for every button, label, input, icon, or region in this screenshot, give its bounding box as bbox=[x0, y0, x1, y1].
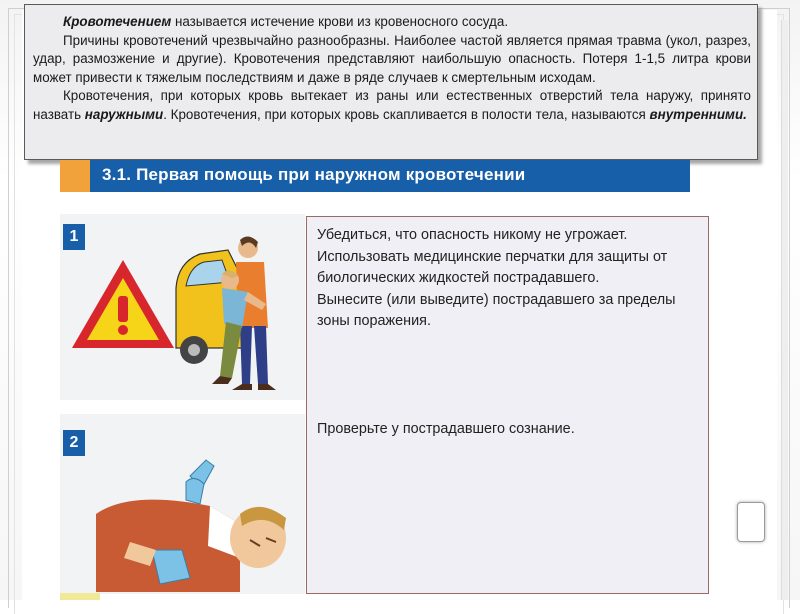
term-internal: внутренними. bbox=[649, 106, 747, 122]
warning-triangle-icon bbox=[68, 254, 178, 354]
gloved-hands-icon bbox=[90, 454, 300, 592]
banner-accent bbox=[60, 160, 90, 192]
instruction-4: Проверьте у пострадавшего сознание. bbox=[317, 420, 575, 437]
step-1-panel bbox=[60, 214, 305, 400]
instruction-3: Вынесите (или выведите) пострадавшего за пределы зоны поражения. bbox=[317, 291, 676, 329]
instructions-box bbox=[306, 216, 709, 594]
step-2-panel bbox=[60, 414, 305, 594]
step-1-number: 1 bbox=[63, 224, 85, 250]
intro-paragraph-3: Кровотечения, при которых кровь вытекает из раны или естественных отверстий тела наружу, принято назвать наружными. Кровотечения, при которых кровь скапливается в полости тела, называются внутренними. bbox=[33, 88, 751, 122]
scrollbar-track[interactable] bbox=[781, 20, 788, 600]
footer-stub bbox=[60, 593, 100, 600]
intro-paragraph-2: Причины кровотечений чрезвычайно разнообразны. Наиболее частой является прямая травма (укол, разрез, удар, размозжение и другие). Кровотечения представляют наибольшую опасность. Потеря 1-1,5 литра крови может привести к тяжелым последствиям и даже в ряде случаев к смертельным исходам. bbox=[33, 32, 751, 85]
section-title: 3.1. Первая помощь при наружном кровотечении bbox=[102, 165, 526, 184]
intro-paragraph-1: Кровотечением называется истечение крови из кровеносного сосуда. bbox=[63, 14, 509, 29]
section-banner bbox=[60, 160, 690, 192]
instruction-1: Убедиться, что опасность никому не угрожает. bbox=[317, 227, 628, 243]
term-external: наружными bbox=[84, 106, 164, 122]
rescue-scene-illustration bbox=[172, 218, 304, 398]
term-bleeding: Кровотечением bbox=[63, 14, 172, 29]
step-2-number: 2 bbox=[63, 430, 85, 456]
intro-definition-box bbox=[24, 4, 758, 160]
instruction-2: Использовать медицинские перчатки для защиты от биологических жидкостей пострадавшего. bbox=[317, 248, 668, 286]
scroll-button[interactable] bbox=[737, 502, 765, 542]
